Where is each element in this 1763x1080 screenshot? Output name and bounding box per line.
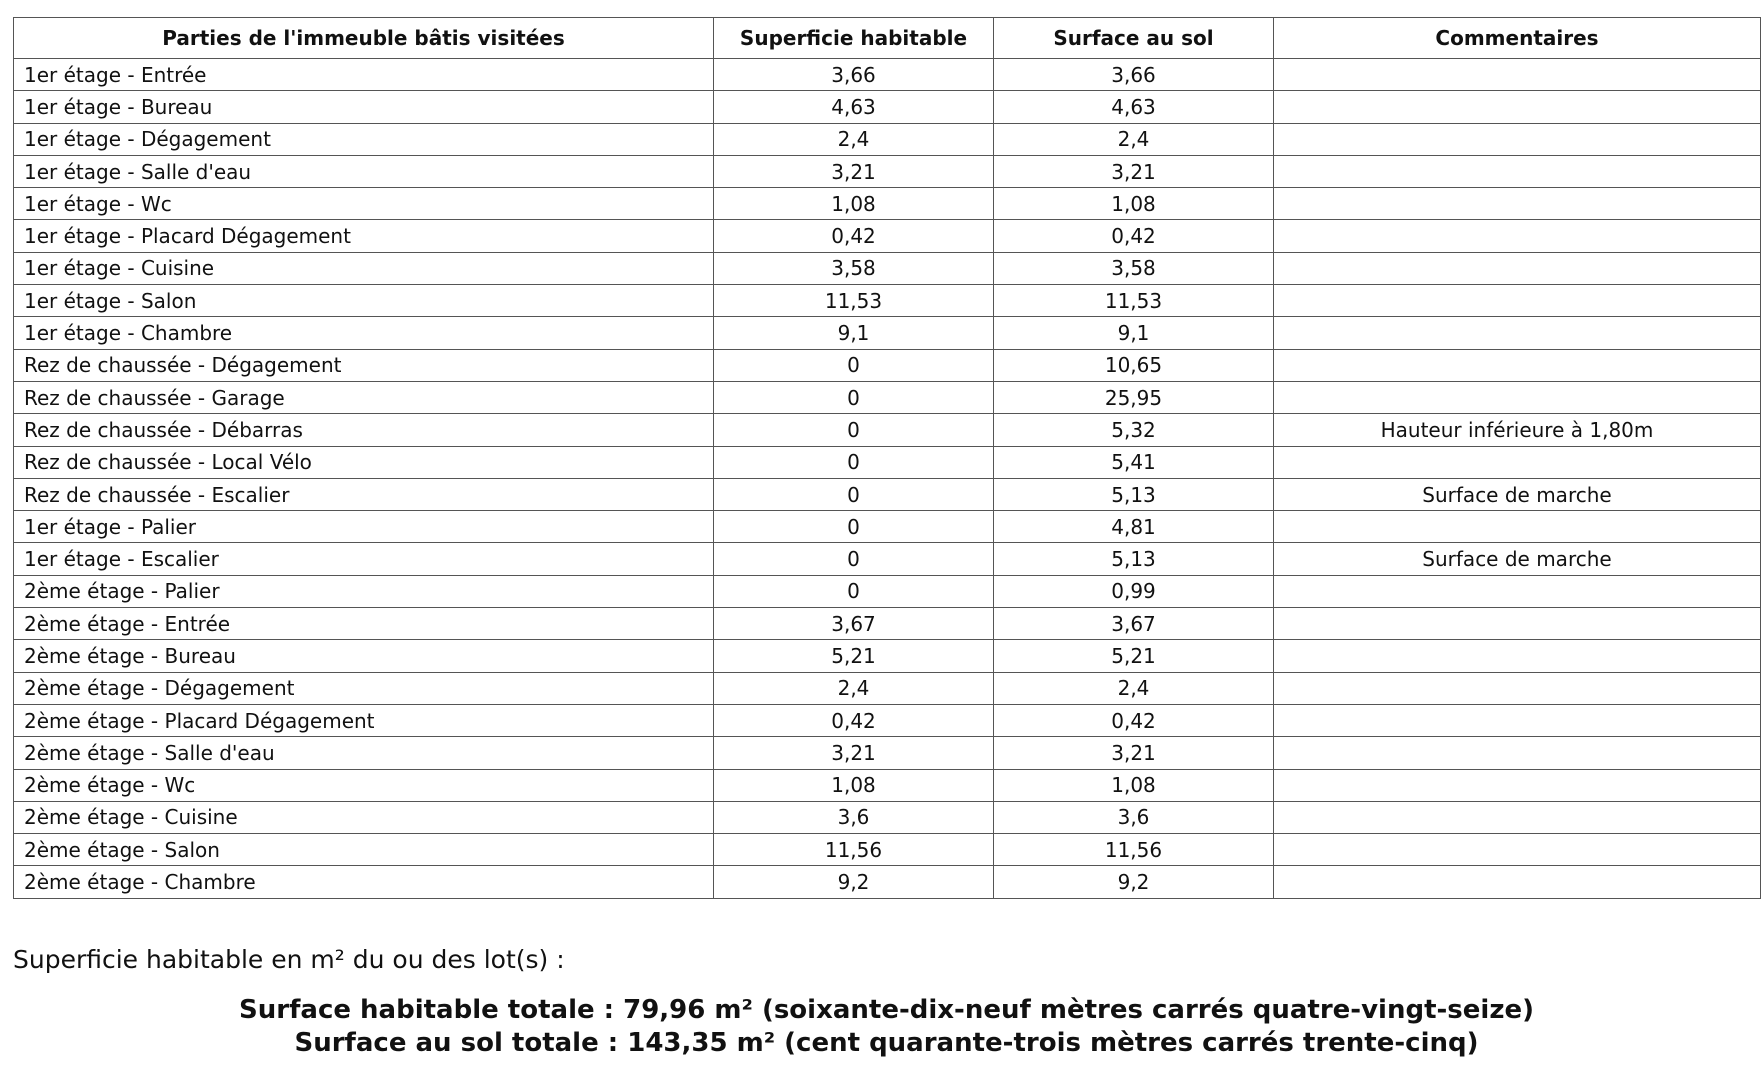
table-row [14,446,1761,478]
cell-commentaire [1274,252,1761,284]
cell-commentaire: Surface de marche [1274,543,1761,575]
cell-surface-au-sol: 5,13 [994,543,1274,575]
cell-superficie-habitable: 3,67 [714,608,994,640]
table-row [14,511,1761,543]
header-superficie-habitable: Superficie habitable [714,18,994,59]
table-row [14,91,1761,123]
cell-surface-au-sol: 10,65 [994,349,1274,381]
cell-piece: 1er étage - Wc [14,188,714,220]
cell-superficie-habitable: 3,21 [714,737,994,769]
table-row [14,478,1761,510]
table-row [14,737,1761,769]
cell-surface-au-sol: 9,2 [994,866,1274,898]
cell-piece: 1er étage - Chambre [14,317,714,349]
cell-commentaire [1274,704,1761,736]
cell-piece: 2ème étage - Chambre [14,866,714,898]
cell-superficie-habitable: 0 [714,575,994,607]
table-body [14,59,1761,899]
cell-piece: 2ème étage - Entrée [14,608,714,640]
habitable-label: Superficie habitable en m² du ou des lot(s) : [13,945,565,974]
cell-superficie-habitable: 0 [714,414,994,446]
cell-piece: 1er étage - Salon [14,285,714,317]
table-row [14,704,1761,736]
table-row [14,575,1761,607]
table-row [14,414,1761,446]
table-row [14,317,1761,349]
total-sol: Surface au sol totale : 143,35 m² (cent quarante-trois mètres carrés trente-cinq) [294,1028,1479,1058]
cell-surface-au-sol: 0,99 [994,575,1274,607]
cell-superficie-habitable: 1,08 [714,188,994,220]
cell-surface-au-sol: 1,08 [994,769,1274,801]
cell-piece: 2ème étage - Placard Dégagement [14,704,714,736]
cell-superficie-habitable: 3,6 [714,801,994,833]
cell-piece: Rez de chaussée - Garage [14,381,714,413]
table-row [14,252,1761,284]
cell-superficie-habitable: 0 [714,478,994,510]
cell-surface-au-sol: 11,53 [994,285,1274,317]
cell-superficie-habitable: 5,21 [714,640,994,672]
surface-table-container [13,17,1760,899]
table-row [14,866,1761,898]
cell-surface-au-sol: 3,6 [994,801,1274,833]
cell-superficie-habitable: 1,08 [714,769,994,801]
cell-commentaire [1274,640,1761,672]
cell-commentaire: Surface de marche [1274,478,1761,510]
cell-surface-au-sol: 4,63 [994,91,1274,123]
cell-superficie-habitable: 3,58 [714,252,994,284]
cell-superficie-habitable: 11,53 [714,285,994,317]
cell-surface-au-sol: 5,13 [994,478,1274,510]
table-row [14,672,1761,704]
cell-surface-au-sol: 3,58 [994,252,1274,284]
cell-surface-au-sol: 5,21 [994,640,1274,672]
cell-superficie-habitable: 11,56 [714,834,994,866]
cell-surface-au-sol: 3,67 [994,608,1274,640]
cell-superficie-habitable: 2,4 [714,123,994,155]
cell-piece: 1er étage - Placard Dégagement [14,220,714,252]
cell-commentaire [1274,381,1761,413]
cell-piece: 2ème étage - Salon [14,834,714,866]
cell-piece: 1er étage - Salle d'eau [14,155,714,187]
cell-piece: 1er étage - Entrée [14,59,714,91]
cell-superficie-habitable: 2,4 [714,672,994,704]
cell-piece: 2ème étage - Salle d'eau [14,737,714,769]
cell-piece: 2ème étage - Dégagement [14,672,714,704]
cell-surface-au-sol: 1,08 [994,188,1274,220]
cell-piece: 1er étage - Bureau [14,91,714,123]
table-row [14,155,1761,187]
cell-commentaire [1274,575,1761,607]
table-row [14,123,1761,155]
table-row [14,285,1761,317]
cell-commentaire [1274,769,1761,801]
cell-surface-au-sol: 2,4 [994,672,1274,704]
cell-superficie-habitable: 4,63 [714,91,994,123]
cell-commentaire [1274,866,1761,898]
table-row [14,381,1761,413]
header-parties: Parties de l'immeuble bâtis visitées [14,18,714,59]
cell-piece: 1er étage - Dégagement [14,123,714,155]
cell-commentaire [1274,801,1761,833]
cell-commentaire [1274,511,1761,543]
cell-piece: 1er étage - Palier [14,511,714,543]
cell-commentaire [1274,59,1761,91]
cell-superficie-habitable: 9,2 [714,866,994,898]
cell-superficie-habitable: 0,42 [714,220,994,252]
cell-commentaire [1274,155,1761,187]
cell-surface-au-sol: 3,21 [994,737,1274,769]
table-row [14,801,1761,833]
cell-commentaire [1274,349,1761,381]
cell-commentaire [1274,608,1761,640]
table-row [14,640,1761,672]
table-header-row [14,18,1761,59]
cell-superficie-habitable: 9,1 [714,317,994,349]
cell-piece: 2ème étage - Bureau [14,640,714,672]
cell-surface-au-sol: 4,81 [994,511,1274,543]
cell-surface-au-sol: 3,66 [994,59,1274,91]
cell-superficie-habitable: 0 [714,543,994,575]
cell-superficie-habitable: 3,66 [714,59,994,91]
surface-table [13,17,1761,899]
cell-surface-au-sol: 3,21 [994,155,1274,187]
header-surface-au-sol: Surface au sol [994,18,1274,59]
cell-commentaire [1274,285,1761,317]
cell-commentaire: Hauteur inférieure à 1,80m [1274,414,1761,446]
cell-surface-au-sol: 2,4 [994,123,1274,155]
cell-superficie-habitable: 0 [714,446,994,478]
cell-piece: 2ème étage - Palier [14,575,714,607]
table-row [14,220,1761,252]
cell-piece: Rez de chaussée - Débarras [14,414,714,446]
cell-commentaire [1274,123,1761,155]
cell-superficie-habitable: 0 [714,511,994,543]
cell-commentaire [1274,672,1761,704]
cell-commentaire [1274,317,1761,349]
cell-piece: 2ème étage - Cuisine [14,801,714,833]
cell-commentaire [1274,220,1761,252]
table-row [14,59,1761,91]
cell-piece: Rez de chaussée - Local Vélo [14,446,714,478]
table-row [14,188,1761,220]
cell-surface-au-sol: 9,1 [994,317,1274,349]
cell-commentaire [1274,737,1761,769]
cell-commentaire [1274,188,1761,220]
cell-piece: 2ème étage - Wc [14,769,714,801]
total-habitable: Surface habitable totale : 79,96 m² (soixante-dix-neuf mètres carrés quatre-vingt-seize) [239,995,1534,1025]
cell-surface-au-sol: 25,95 [994,381,1274,413]
cell-surface-au-sol: 0,42 [994,704,1274,736]
cell-commentaire [1274,834,1761,866]
cell-piece: Rez de chaussée - Dégagement [14,349,714,381]
cell-surface-au-sol: 5,32 [994,414,1274,446]
cell-surface-au-sol: 11,56 [994,834,1274,866]
cell-commentaire [1274,446,1761,478]
cell-surface-au-sol: 0,42 [994,220,1274,252]
table-row [14,608,1761,640]
cell-piece: 1er étage - Cuisine [14,252,714,284]
table-row [14,543,1761,575]
cell-superficie-habitable: 3,21 [714,155,994,187]
cell-superficie-habitable: 0 [714,381,994,413]
cell-piece: Rez de chaussée - Escalier [14,478,714,510]
header-commentaires: Commentaires [1274,18,1761,59]
table-row [14,834,1761,866]
table-row [14,349,1761,381]
cell-superficie-habitable: 0,42 [714,704,994,736]
cell-commentaire [1274,91,1761,123]
cell-surface-au-sol: 5,41 [994,446,1274,478]
table-row [14,769,1761,801]
cell-piece: 1er étage - Escalier [14,543,714,575]
cell-superficie-habitable: 0 [714,349,994,381]
